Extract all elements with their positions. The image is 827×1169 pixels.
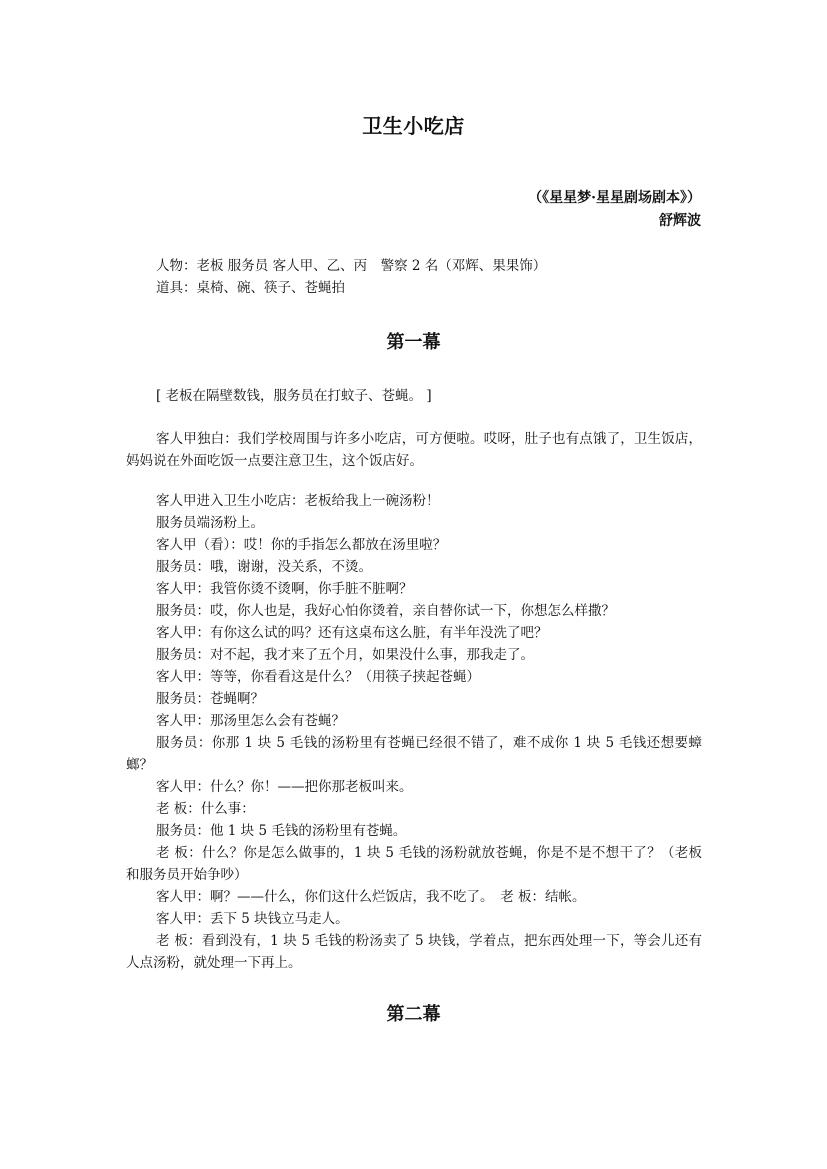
dialogue-line: 服务员：哎，你人也是，我好心怕你烫着，亲自替你试一下，你想怎么样撒？ bbox=[156, 603, 615, 619]
dialogue-line: 客人甲：等等，你看看这是什么？（用筷子挟起苍蝇） bbox=[156, 669, 480, 685]
stage-direction: [ 老板在隔壁数钱，服务员在打蚊子、苍蝇。 ] bbox=[156, 388, 432, 404]
monologue-text: 客人甲独白：我们学校周围与许多小吃店，可方便啦。哎呀，肚子也有点饿了，卫生饭店，妈妈说在外面吃饭一点要注意卫生，这个饭店好。 bbox=[126, 431, 702, 469]
page-title: 卫生小吃店 bbox=[362, 114, 465, 138]
dialogue-line: 服务员：他 1 块 5 毛钱的汤粉里有苍蝇。 bbox=[156, 823, 407, 839]
monologue-paragraph bbox=[126, 428, 702, 472]
dialogue-line: 客人甲（看）：哎！你的手指怎么都放在汤里啦？ bbox=[156, 537, 447, 553]
dialogue-line: 客人甲：有你这么试的吗？还有这桌布这么脏，有半年没洗了吧？ bbox=[156, 625, 548, 641]
dialogue-line: 客人甲：什么？你！——把你那老板叫来。 bbox=[156, 779, 413, 795]
props-line: 道具：桌椅、碗、筷子、苍蝇拍 bbox=[156, 280, 345, 296]
dialogue-line: 客人甲：丢下 5 块钱立马走人。 bbox=[156, 911, 349, 927]
dialogue-line: 服务员：苍蝇啊？ bbox=[156, 691, 264, 707]
dialogue-line: 客人甲：啊？——什么，你们这什么烂饭店，我不吃了。 老 板：结帐。 bbox=[156, 889, 586, 905]
dialogue-line: 老 板：看到没有，1 块 5 毛钱的粉汤卖了 5 块钱，学着点，把东西处理一下，等会儿还有人点汤粉，就处理一下再上。 bbox=[126, 933, 702, 971]
dialogue-line: 老 板：什么？你是怎么做事的，1 块 5 毛钱的汤粉就放苍蝇，你是不是不想干了？（老板和服务员开始争吵） bbox=[126, 845, 702, 883]
act1-heading: 第一幕 bbox=[386, 332, 441, 353]
dialogue-line: 老 板：什么事： bbox=[156, 801, 255, 817]
dialogue-line: 服务员：哦，谢谢，没关系，不烫。 bbox=[156, 559, 372, 575]
dialogue-line: 服务员端汤粉上。 bbox=[156, 515, 264, 531]
dialogue-line: 客人甲进入卫生小吃店：老板给我上一碗汤粉！ bbox=[156, 493, 440, 509]
dialogue-line: 客人甲：我管你烫不烫啊，你手脏不脏啊？ bbox=[156, 581, 413, 597]
characters-line: 人物：老板 服务员 客人甲、乙、丙 警察 2 名（邓辉、果果饰） bbox=[156, 258, 547, 274]
dialogue-line: 客人甲：那汤里怎么会有苍蝇？ bbox=[156, 713, 345, 729]
author-name: 舒辉波 bbox=[659, 213, 701, 229]
dialogue-block bbox=[126, 490, 702, 974]
dialogue-line: 服务员：你那 1 块 5 毛钱的汤粉里有苍蝇已经很不错了，难不成你 1 块 5 毛钱还想要蟑螂？ bbox=[126, 735, 702, 773]
act2-heading: 第二幕 bbox=[386, 1004, 441, 1025]
dialogue-line: 服务员：对不起，我才来了五个月，如果没什么事，那我走了。 bbox=[156, 647, 534, 663]
source-line: （《星星梦·星星剧场剧本》） bbox=[528, 190, 701, 206]
